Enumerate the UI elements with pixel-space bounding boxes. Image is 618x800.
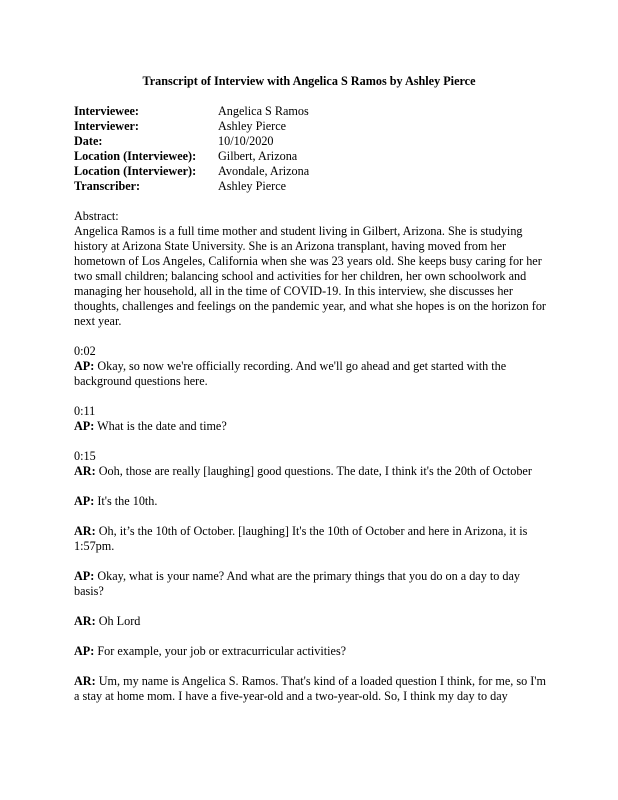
- metadata-label: Transcriber:: [74, 179, 141, 193]
- speaker-label: AP:: [74, 644, 95, 658]
- transcript-entry: [74, 524, 552, 554]
- transcript-entry: [74, 644, 552, 659]
- metadata-value: Ashley Pierce: [218, 179, 287, 193]
- metadata-row-location-interviewer: [74, 164, 554, 179]
- metadata-value: Angelica S Ramos: [218, 104, 309, 118]
- transcript-entry: [74, 344, 552, 389]
- transcript-entry: [74, 674, 552, 704]
- speaker-label: AR:: [74, 614, 96, 628]
- utterance-text: Um, my name is Angelica S. Ramos. That's kind of a loaded question I think, for me, so I'm a stay at home mom. I have a five-year-old and a two-year-old. So, I think my day to day: [74, 674, 546, 703]
- utterance-text: For example, your job or extracurricular activities?: [94, 644, 347, 658]
- speaker-label: AR:: [74, 524, 96, 538]
- abstract-label: Abstract:: [74, 209, 119, 223]
- abstract-section: [74, 209, 554, 329]
- transcript-entry: [74, 494, 552, 509]
- metadata-value: Avondale, Arizona: [218, 164, 310, 178]
- transcript-entry: [74, 449, 552, 479]
- document-page: [74, 74, 554, 704]
- metadata-value: Gilbert, Arizona: [218, 149, 298, 163]
- metadata-row-date: [74, 134, 554, 149]
- speaker-label: AP:: [74, 569, 95, 583]
- utterance-text: Okay, what is your name? And what are the primary things that you do on a day to day basis?: [74, 569, 520, 598]
- timestamp: 0:15: [74, 449, 96, 463]
- metadata-label: Location (Interviewee):: [74, 149, 197, 163]
- timestamp: 0:02: [74, 344, 96, 358]
- transcript-entry: [74, 614, 552, 629]
- document-title: Transcript of Interview with Angelica S Ramos by Ashley Pierce: [142, 74, 476, 88]
- utterance-text: Okay, so now we're officially recording. And we'll go ahead and get started with the background questions here.: [74, 359, 507, 388]
- utterance-text: What is the date and time?: [94, 419, 227, 433]
- utterance-text: Oh Lord: [95, 614, 141, 628]
- metadata-label: Interviewee:: [74, 104, 139, 118]
- metadata-row-location-interviewee: [74, 149, 554, 164]
- metadata-row-interviewee: [74, 104, 554, 119]
- abstract-text: Angelica Ramos is a full time mother and student living in Gilbert, Arizona. She is studying history at Arizona State University. She is an Arizona transplant, having moved from her hometown of Los Angeles, California when she was 23 years old. She keeps busy caring for her two small children; balancing school and activities for her children, her own schoolwork and managing her household, all in the time of COVID-19. In this interview, she discusses her thoughts, challenges and feelings on the pandemic year, and what she hopes is on the horizon for next year.: [74, 224, 546, 328]
- transcript-entry: [74, 569, 552, 599]
- speaker-label: AP:: [74, 494, 95, 508]
- metadata-row-transcriber: [74, 179, 554, 194]
- metadata-label: Location (Interviewer):: [74, 164, 197, 178]
- timestamp: 0:11: [74, 404, 96, 418]
- metadata-table: [74, 104, 554, 194]
- speaker-label: AR:: [74, 464, 96, 478]
- utterance-text: It's the 10th.: [94, 494, 158, 508]
- transcript-entry: [74, 404, 552, 434]
- speaker-label: AR:: [74, 674, 96, 688]
- metadata-label: Interviewer:: [74, 119, 139, 133]
- metadata-label: Date:: [74, 134, 103, 148]
- utterance-text: Oh, it’s the 10th of October. [laughing] It's the 10th of October and here in Arizona, it is 1:57pm.: [74, 524, 528, 553]
- metadata-value: Ashley Pierce: [218, 119, 287, 133]
- speaker-label: AP:: [74, 359, 95, 373]
- metadata-value: 10/10/2020: [218, 134, 274, 148]
- metadata-row-interviewer: [74, 119, 554, 134]
- utterance-text: Ooh, those are really [laughing] good questions. The date, I think it's the 20th of October: [95, 464, 532, 478]
- speaker-label: AP:: [74, 419, 95, 433]
